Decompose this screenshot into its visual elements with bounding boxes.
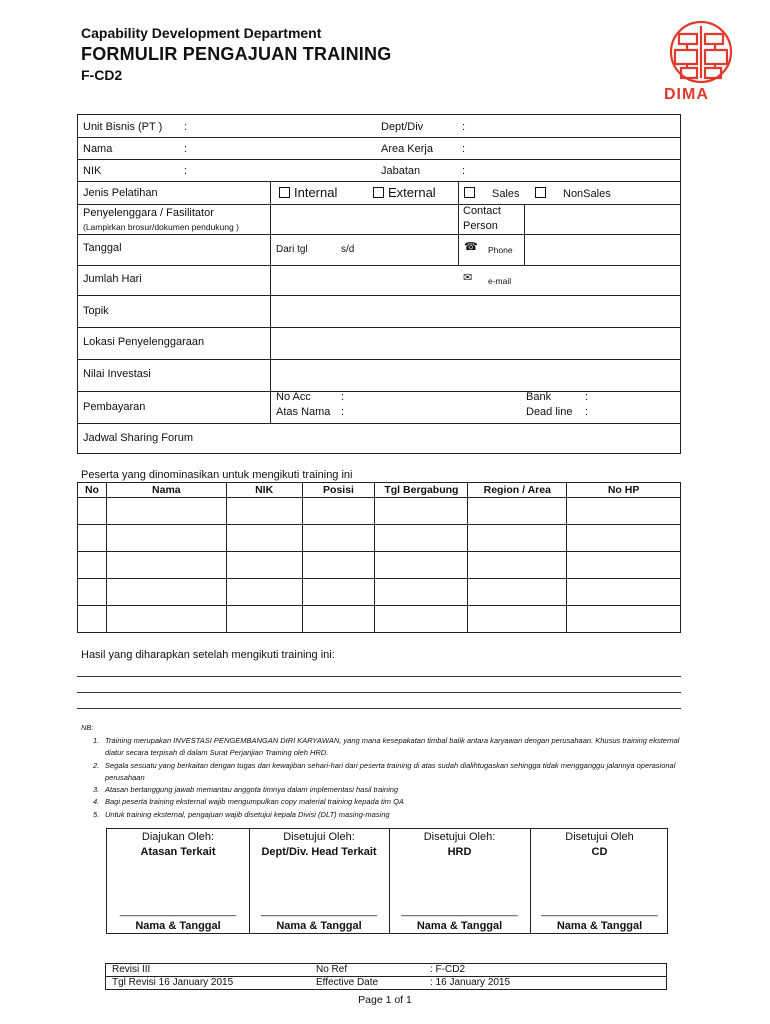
note-text: Atasan bertanggung jawab memantau anggota timnya dalam implementasi hasil training (105, 785, 399, 795)
atas-nama-label: Atas Nama (276, 406, 331, 418)
signature-role: HRD (447, 846, 472, 858)
dead-line-label: Dead line (526, 406, 573, 418)
note-item: 3. Atasan bertanggung jawab memantau anggota timnya dalam implementasi hasil training (93, 785, 399, 795)
table-cell[interactable] (468, 525, 567, 552)
jenis-pelatihan-label: Jenis Pelatihan (83, 187, 158, 199)
logo-text: DIMA (664, 86, 709, 103)
nonsales-label: NonSales (563, 188, 611, 200)
table-cell[interactable] (302, 606, 375, 633)
signature-line: ___________________ (401, 905, 518, 917)
table-cell[interactable] (567, 579, 681, 606)
internal-label: Internal (294, 185, 338, 200)
table-cell[interactable] (375, 525, 468, 552)
notes-list (93, 735, 683, 821)
checkbox-icon (373, 187, 384, 198)
table-row (78, 552, 681, 579)
signature-cell-atasan[interactable] (107, 829, 249, 933)
nonsales-checkbox[interactable] (535, 187, 550, 200)
table-cell[interactable] (78, 498, 107, 525)
nik-input[interactable]: : (184, 165, 188, 177)
note-text: Training merupakan INVESTASI PENGEMBANGAN DIRI KARYAWAN, yang mana kesepakatan timbal balik antara karyawan dengan perusahaan. Khusus training eksternal diatur secara terpisah di dalam Surat Perjanjian Training oleh HRD. (105, 736, 680, 758)
bank-label: Bank (526, 391, 552, 403)
jabatan-input[interactable]: : (462, 165, 466, 177)
table-cell[interactable] (302, 552, 375, 579)
dept-div-input[interactable]: : (462, 121, 466, 133)
no-ref-label: No Ref (316, 964, 348, 975)
table-cell[interactable] (78, 525, 107, 552)
sales-checkbox[interactable] (464, 187, 479, 200)
document-footer (105, 963, 667, 990)
bank-input[interactable]: : (585, 391, 589, 403)
hasil-label: Hasil yang diharapkan setelah mengikuti training ini: (81, 649, 335, 661)
column-header: Posisi (302, 483, 375, 498)
signature-cell-hrd[interactable] (389, 829, 530, 933)
signature-footer: Nama & Tanggal (276, 920, 362, 932)
dept-div-label: Dept/Div (381, 121, 424, 133)
signature-cell-cd[interactable] (530, 829, 669, 933)
note-item: 4. Bagi peserta training eksternal wajib mengumpulkan copy material training kepada tim QA (93, 797, 404, 807)
signature-footer: Nama & Tanggal (135, 920, 221, 932)
penyelenggara-label: Penyelenggara / Fasilitator (83, 207, 214, 219)
unit-bisnis-label: Unit Bisnis (PT ) (83, 121, 163, 133)
table-cell[interactable] (567, 498, 681, 525)
effective-date-value: : 16 January 2015 (430, 977, 511, 988)
revisi-label: Revisi III (112, 964, 151, 975)
contact-label: Contact (463, 205, 501, 217)
column-header: Region / Area (468, 483, 567, 498)
table-cell[interactable] (567, 552, 681, 579)
area-kerja-label: Area Kerja (381, 143, 433, 155)
signature-line: ___________________ (541, 905, 658, 917)
table-cell[interactable] (78, 552, 107, 579)
table-row (78, 498, 681, 525)
note-text: Segala sesuatu yang berkaitan dengan tugas dan kewajiban sehari-hari dari peserta training di atas sudah dialihtugaskan sehingga tidak mengganggu jalannya operasional perusahaan (105, 760, 676, 782)
unit-bisnis-input[interactable]: : (184, 121, 188, 133)
table-cell[interactable] (226, 552, 302, 579)
table-cell[interactable] (78, 579, 107, 606)
signature-role: Dept/Div. Head Terkait (261, 846, 377, 858)
signature-label: Disetujui Oleh (565, 831, 634, 843)
sales-label: Sales (492, 188, 520, 200)
form-title: FORMULIR PENGAJUAN TRAINING (81, 44, 392, 64)
table-cell[interactable] (106, 606, 226, 633)
note-item: 1. Training merupakan INVESTASI PENGEMBANGAN DIRI KARYAWAN, yang mana kesepakatan timbal balik antara karyawan dengan perusahaan. Khusus training eksternal diatur secara terpisah di dalam Surat Perjanjian Training oleh HRD. (93, 736, 680, 758)
checkbox-icon (279, 187, 290, 198)
table-cell[interactable] (375, 606, 468, 633)
signature-cell-dept-head[interactable] (249, 829, 389, 933)
no-acc-input[interactable]: : (341, 391, 345, 403)
tgl-revisi-label: Tgl Revisi 16 January 2015 (112, 977, 234, 988)
table-cell[interactable] (302, 498, 375, 525)
table-cell[interactable] (302, 579, 375, 606)
dead-line-input[interactable]: : (585, 406, 589, 418)
nb-label: NB: (81, 723, 94, 732)
note-item: 2. Segala sesuatu yang berkaitan dengan tugas dan kewajiban sehari-hari dari peserta training di atas sudah dialihtugaskan sehingga tidak mengganggu jalannya operasional perusahaan (93, 760, 676, 782)
signature-line: ___________________ (260, 905, 378, 917)
table-header-row (78, 483, 681, 498)
dari-tgl-label: Dari tgl (276, 244, 308, 255)
table-cell[interactable] (106, 525, 226, 552)
table-cell[interactable] (226, 606, 302, 633)
signature-role: Atasan Terkait (140, 846, 216, 858)
table-cell[interactable] (106, 498, 226, 525)
signature-label: Diajukan Oleh: (141, 831, 215, 843)
hasil-line-2[interactable] (77, 692, 681, 693)
table-cell[interactable] (375, 498, 468, 525)
table-cell[interactable] (226, 579, 302, 606)
table-cell[interactable] (78, 606, 107, 633)
area-kerja-input[interactable]: : (462, 143, 466, 155)
signature-footer: Nama & Tanggal (416, 920, 503, 932)
jabatan-label: Jabatan (381, 165, 421, 177)
table-cell[interactable] (226, 525, 302, 552)
table-cell[interactable] (468, 606, 567, 633)
sd-label: s/d (341, 244, 355, 255)
table-cell[interactable] (226, 498, 302, 525)
form-box (77, 114, 681, 454)
nilai-investasi-label: Nilai Investasi (83, 368, 151, 380)
table-cell[interactable] (468, 552, 567, 579)
lokasi-label: Lokasi Penyelenggaraan (83, 336, 205, 348)
column-header: No (78, 483, 107, 498)
department-name: Capability Development Department (81, 25, 322, 41)
tanggal-label: Tanggal (83, 242, 122, 254)
jumlah-hari-label: Jumlah Hari (83, 273, 142, 285)
nik-label: NIK (83, 165, 102, 177)
table-row (78, 525, 681, 552)
jadwal-sharing-label: Jadwal Sharing Forum (83, 432, 194, 444)
page-number: Page 1 of 1 (358, 994, 412, 1006)
hasil-line-3[interactable] (77, 708, 681, 709)
table-cell[interactable] (567, 525, 681, 552)
signature-line: ___________________ (119, 905, 237, 917)
hasil-line-1[interactable] (77, 676, 681, 677)
checkbox-icon (464, 187, 475, 198)
email-label: e-mail (488, 276, 512, 286)
email-icon: ✉ (463, 272, 473, 284)
table-row (78, 579, 681, 606)
external-label: External (388, 185, 436, 200)
table-row (78, 606, 681, 633)
lampirkan-note: (Lampirkan brosur/dokumen pendukung ) (83, 222, 239, 232)
note-text: Untuk training eksternal, pengajuan wajib disetujui kepala Divisi (DLT) masing-masing (105, 809, 390, 819)
note-text: Bagi peserta training eksternal wajib mengumpulkan copy material training kepada tim QA (105, 797, 404, 807)
phone-label: Phone (488, 245, 513, 255)
nama-label: Nama (83, 143, 113, 155)
external-checkbox[interactable] (373, 185, 436, 200)
phone-icon: ☎ (464, 241, 478, 253)
nama-input[interactable]: : (184, 143, 188, 155)
signature-table (106, 828, 668, 934)
pembayaran-label: Pembayaran (83, 401, 146, 413)
column-header: NIK (226, 483, 302, 498)
signature-role: CD (591, 846, 608, 858)
table-cell[interactable] (375, 579, 468, 606)
topik-label: Topik (83, 305, 109, 317)
form-code: F-CD2 (81, 67, 123, 83)
table-cell[interactable] (302, 525, 375, 552)
table-cell[interactable] (106, 579, 226, 606)
table-cell[interactable] (567, 606, 681, 633)
signature-label: Disetujui Oleh: (423, 831, 496, 843)
table-cell[interactable] (375, 552, 468, 579)
participants-table (77, 482, 681, 633)
note-item: 5. Untuk training eksternal, pengajuan wajib disetujui kepala Divisi (DLT) masing-masing (93, 809, 390, 819)
participants-title: Peserta yang dinominasikan untuk mengikuti training ini (81, 469, 353, 481)
checkbox-icon (535, 187, 546, 198)
table-cell[interactable] (468, 498, 567, 525)
internal-checkbox[interactable] (279, 185, 337, 200)
signature-label: Disetujui Oleh: (283, 831, 355, 843)
column-header: Nama (106, 483, 226, 498)
signature-footer: Nama & Tanggal (556, 920, 643, 932)
column-header: Tgl Bergabung (375, 483, 468, 498)
no-acc-label: No Acc (276, 391, 311, 403)
atas-nama-input[interactable]: : (341, 406, 345, 418)
column-header: No HP (567, 483, 681, 498)
table-cell[interactable] (106, 552, 226, 579)
table-cell[interactable] (468, 579, 567, 606)
no-ref-value: : F-CD2 (430, 964, 465, 975)
effective-date-label: Effective Date (316, 977, 379, 988)
person-label: Person (463, 220, 498, 232)
